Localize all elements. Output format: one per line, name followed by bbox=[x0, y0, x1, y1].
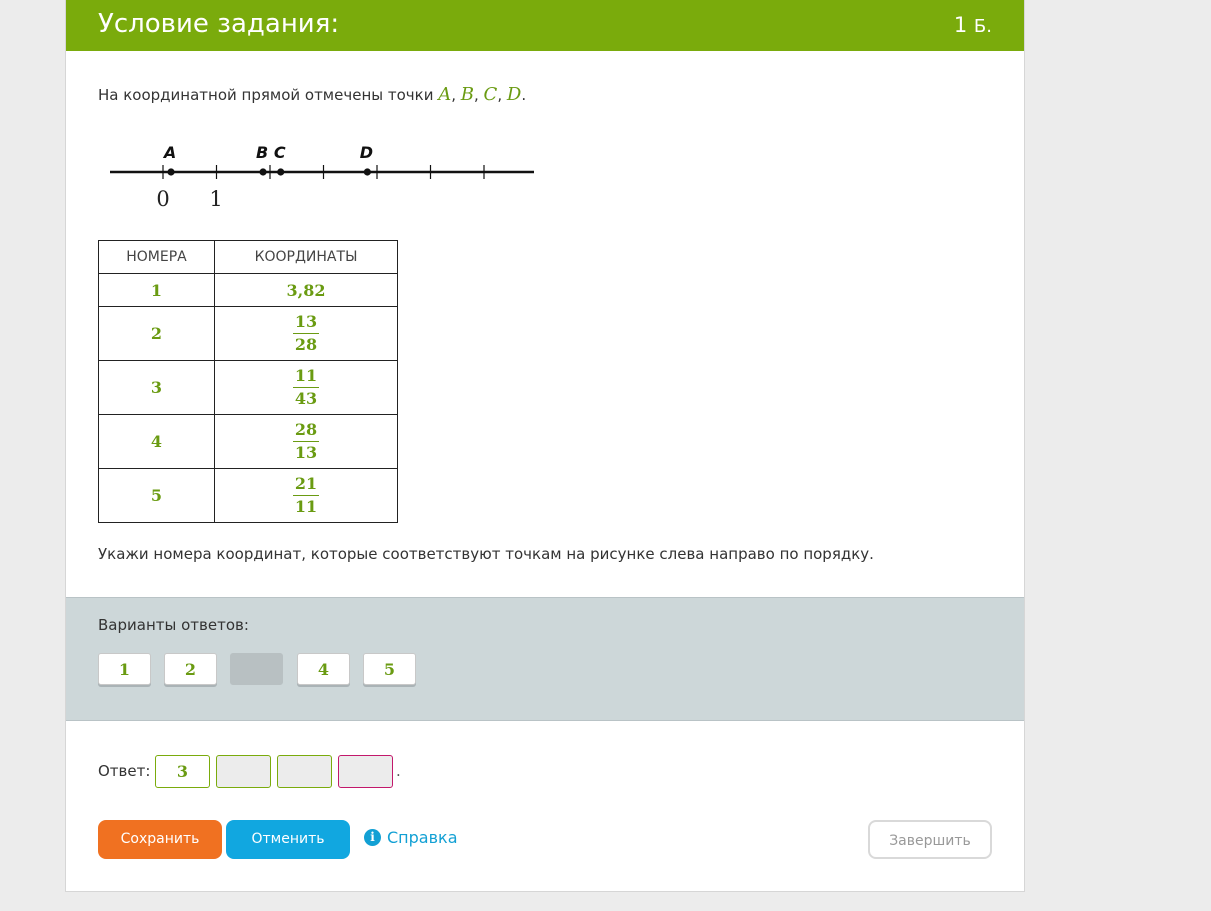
denominator: 43 bbox=[294, 389, 318, 408]
points-unit: Б. bbox=[973, 16, 992, 37]
finish-button[interactable]: Завершить bbox=[868, 820, 992, 859]
header-coordinates: КООРДИНАТЫ bbox=[215, 241, 398, 274]
number-line-points bbox=[162, 143, 373, 176]
denominator: 11 bbox=[294, 497, 318, 516]
info-icon: i bbox=[364, 829, 381, 846]
answer-slot-1[interactable]: 3 bbox=[155, 755, 210, 788]
fraction bbox=[293, 311, 319, 356]
number-line-point-label: B bbox=[255, 143, 269, 162]
row-number: 3 bbox=[99, 361, 215, 415]
header-numbers: НОМЕРА bbox=[99, 241, 215, 274]
row-coordinate bbox=[215, 415, 398, 469]
tick-label-zero: 0 bbox=[156, 187, 170, 211]
row-number: 5 bbox=[99, 469, 215, 523]
fraction bbox=[293, 365, 319, 410]
instruction-text: Укажи номера координат, которые соответствуют точкам на рисунке слева направо по порядку. bbox=[98, 545, 874, 563]
answer-slot-2[interactable] bbox=[216, 755, 271, 788]
tick-label-one: 1 bbox=[209, 187, 223, 211]
coordinates-table bbox=[98, 240, 398, 523]
row-coordinate bbox=[215, 361, 398, 415]
number-line-point-label: A bbox=[163, 143, 177, 162]
number-line-point bbox=[364, 168, 371, 175]
answer-slot-4[interactable] bbox=[338, 755, 393, 788]
points-value: 1 bbox=[953, 13, 968, 37]
table-row bbox=[99, 415, 398, 469]
numerator: 11 bbox=[293, 365, 319, 388]
option-4[interactable]: 4 bbox=[297, 653, 350, 685]
question-text: На координатной прямой отмечены точки A, B, C, D. bbox=[98, 84, 527, 105]
answer-label: Ответ: bbox=[98, 762, 151, 780]
task-title: Условие задания: bbox=[98, 9, 340, 39]
task-header bbox=[66, 0, 1024, 51]
option-2[interactable]: 2 bbox=[164, 653, 217, 685]
fraction bbox=[293, 419, 319, 464]
numerator: 28 bbox=[293, 419, 319, 442]
task-points bbox=[954, 13, 992, 37]
task-card bbox=[65, 0, 1025, 892]
table-row bbox=[99, 361, 398, 415]
table-row bbox=[99, 274, 398, 307]
option-5[interactable]: 5 bbox=[363, 653, 416, 685]
point-c-label: C bbox=[483, 84, 498, 105]
numerator: 13 bbox=[293, 311, 319, 334]
number-line-point bbox=[277, 168, 284, 175]
number-line-point bbox=[259, 168, 266, 175]
options-label: Варианты ответов: bbox=[98, 616, 249, 634]
number-line-point bbox=[167, 168, 174, 175]
answer-period: . bbox=[396, 762, 401, 780]
row-number: 4 bbox=[99, 415, 215, 469]
row-coordinate: 3,82 bbox=[215, 274, 398, 307]
save-button[interactable]: Сохранить bbox=[98, 820, 222, 859]
numerator: 21 bbox=[293, 473, 319, 496]
point-a-label: A bbox=[438, 84, 452, 105]
question-intro: На координатной прямой отмечены точки bbox=[98, 86, 439, 104]
option-1[interactable]: 1 bbox=[98, 653, 151, 685]
table-row bbox=[99, 469, 398, 523]
row-coordinate bbox=[215, 307, 398, 361]
row-coordinate bbox=[215, 469, 398, 523]
option-3-used bbox=[230, 653, 283, 685]
help-label: Справка bbox=[387, 828, 458, 847]
point-b-label: B bbox=[460, 84, 474, 105]
denominator: 28 bbox=[294, 335, 318, 354]
help-link[interactable] bbox=[364, 828, 458, 847]
number-line-point-label: C bbox=[273, 143, 286, 162]
answer-options-panel bbox=[66, 597, 1024, 721]
row-number: 1 bbox=[99, 274, 215, 307]
point-d-label: D bbox=[506, 84, 522, 105]
cancel-button[interactable]: Отменить bbox=[226, 820, 350, 859]
row-number: 2 bbox=[99, 307, 215, 361]
table-row bbox=[99, 307, 398, 361]
number-line-point-label: D bbox=[359, 143, 374, 162]
answer-slot-3[interactable] bbox=[277, 755, 332, 788]
number-line bbox=[106, 135, 546, 215]
denominator: 13 bbox=[294, 443, 318, 462]
fraction bbox=[293, 473, 319, 518]
